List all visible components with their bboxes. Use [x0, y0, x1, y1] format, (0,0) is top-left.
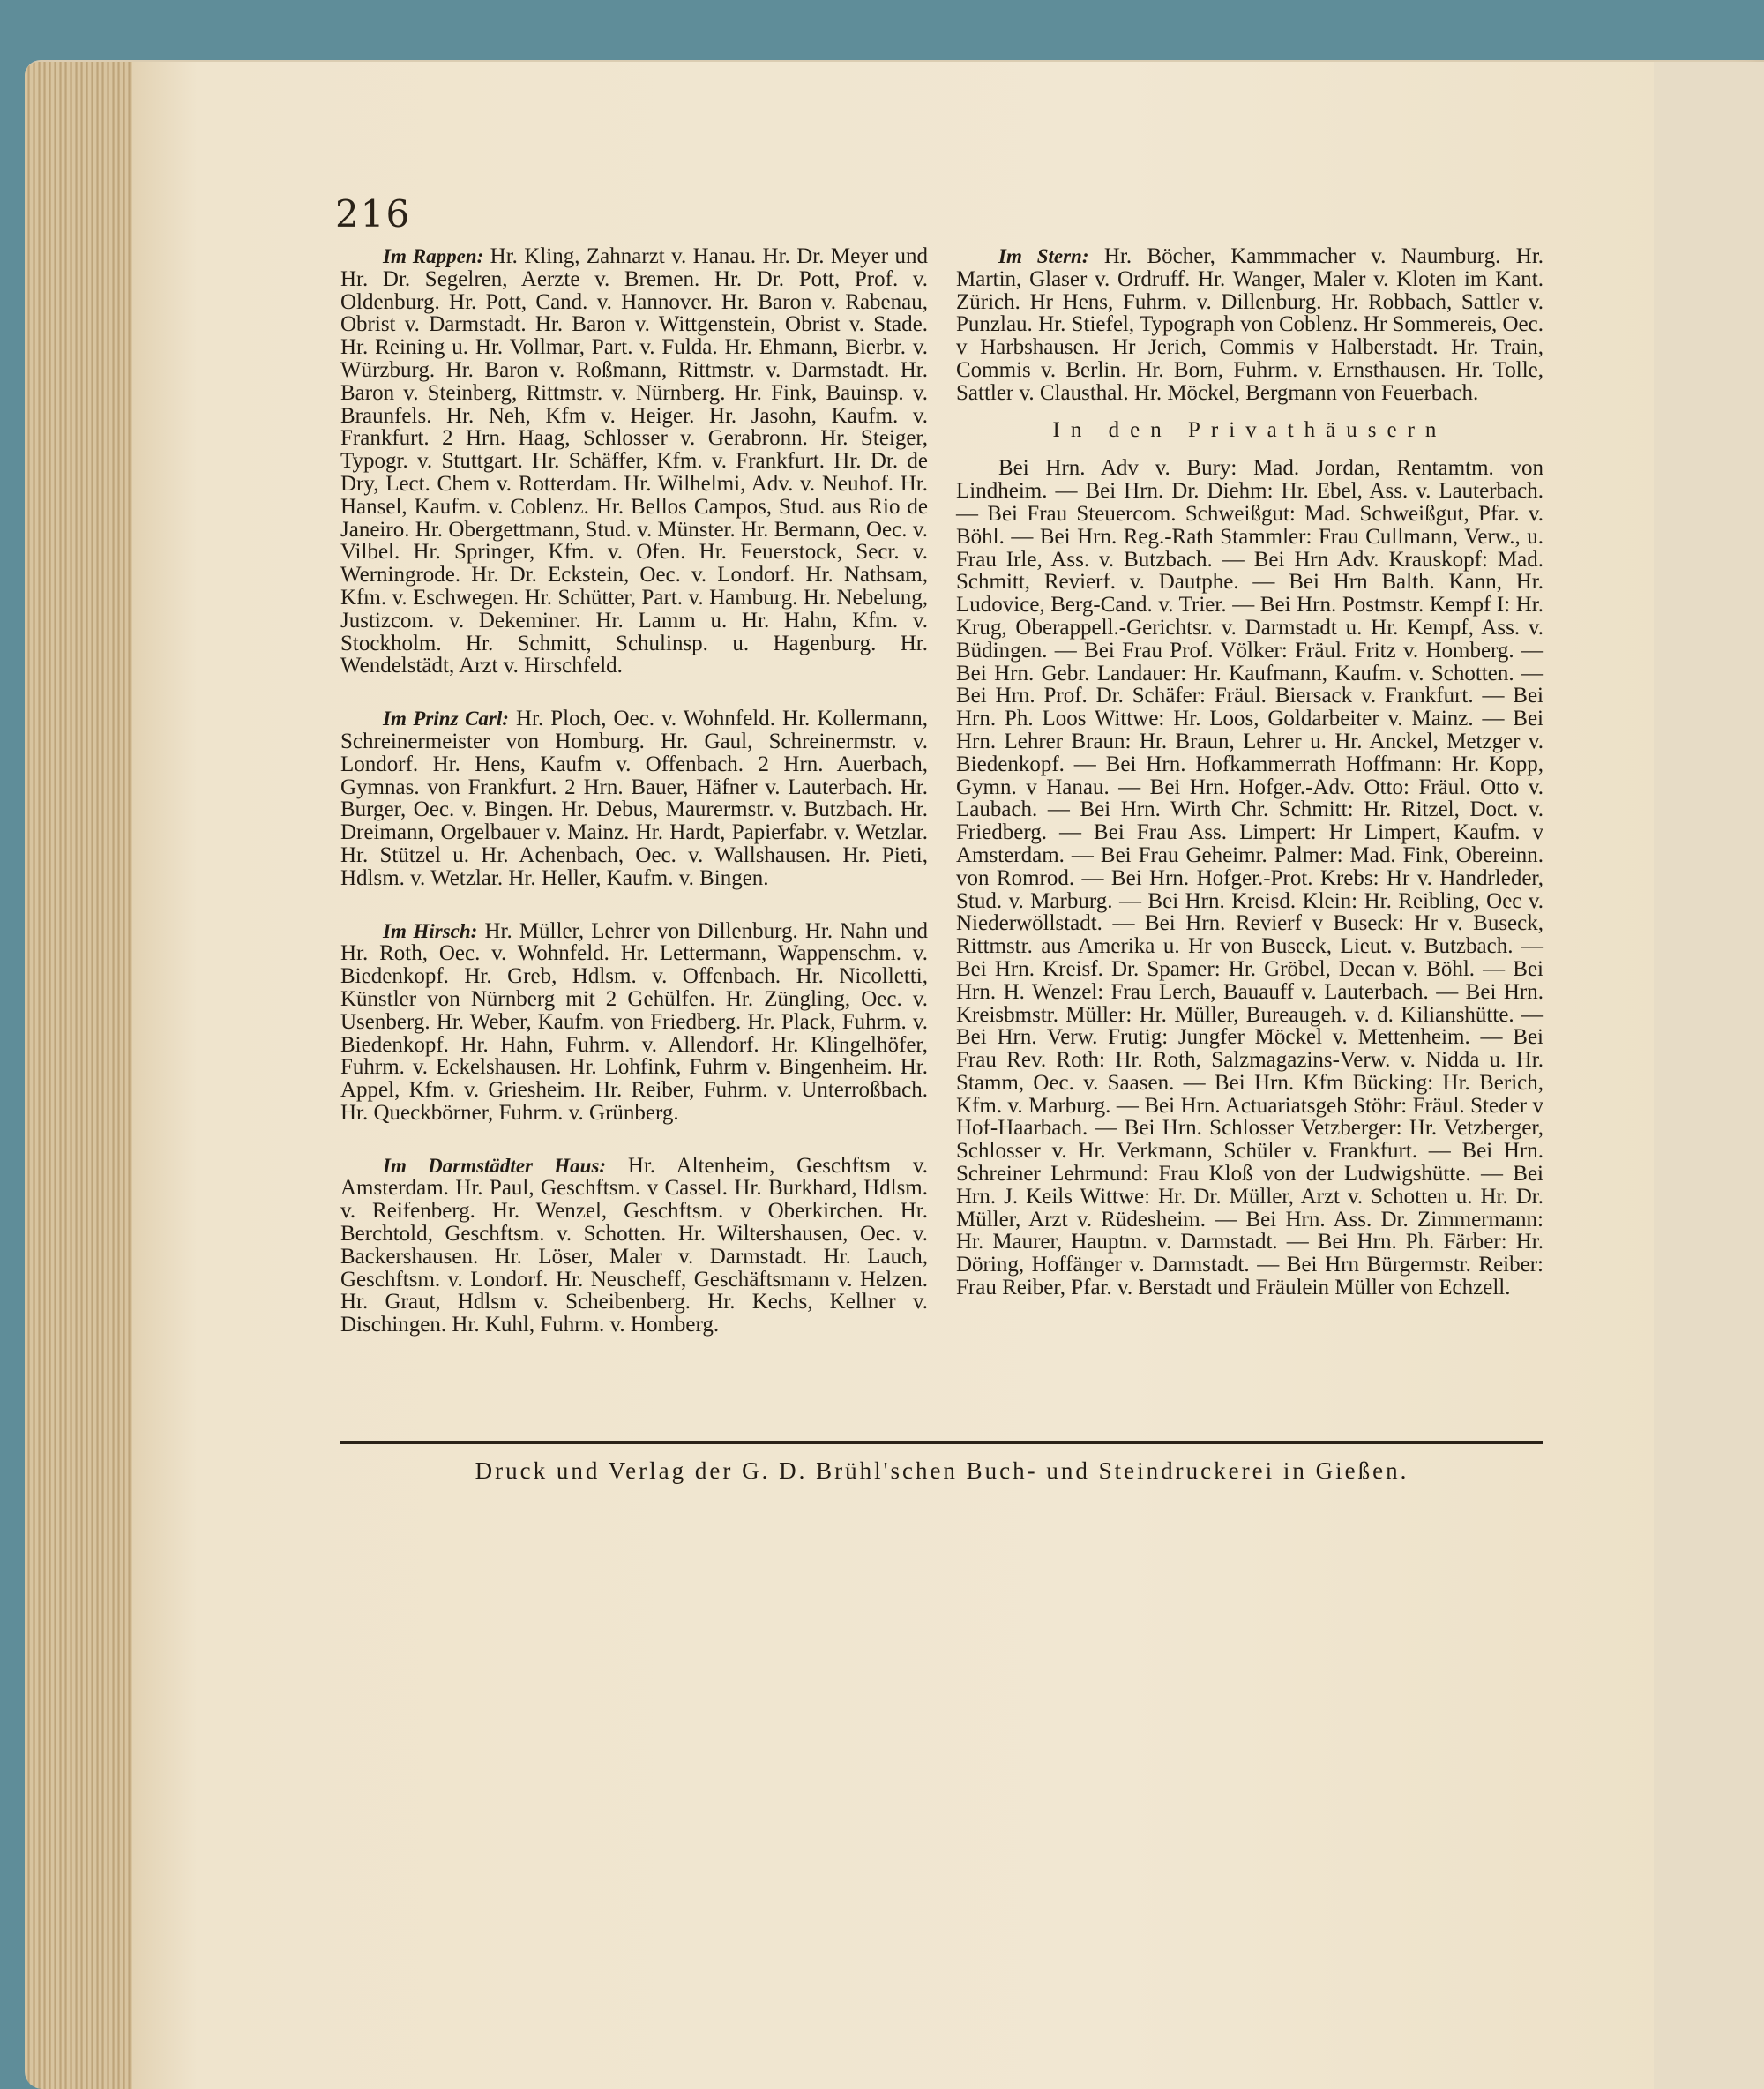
entry-heading: Im Prinz Carl:	[383, 708, 509, 730]
entry-rappen	[340, 245, 928, 678]
entry-text: Hr. Kling, Zahnarzt v. Hanau. Hr. Dr. Meyer und Hr. Dr. Segelren, Aerzte v. Bremen. Hr. Dr. Pott, Prof. v. Oldenburg. Hr. Pott, Cand. v. Hannover. Hr. Baron v. Rabenau, Obrist v. Darmstadt. Hr. Baron v. Wittgenstein, Obrist v. Stade. Hr. Reining u. Hr. Vollmar, Part. v. Fulda. Hr. Ehmann, Bierbr. v. Würzburg. Hr. Baron v. Roßmann, Rittmstr. v. Darmstadt. Hr. Baron v. Steinberg, Rittmstr. v. Nürnberg. Hr. Fink, Bauinsp. v. Braunfels. Hr. Neh, Kfm v. Heiger. Hr. Jasohn, Kaufm. v. Frankfurt. 2 Hrn. Haag, Schlosser v. Gerabronn. Hr. Steiger, Typogr. v. Stuttgart. Hr. Schäffer, Kfm. v. Frankfurt. Hr. Dr. de Dry, Lect. Chem v. Rotterdam. Hr. Wilhelmi, Adv. v. Neuhof. Hr. Hansel, Kaufm. v. Coblenz. Hr. Bellos Campos, Stud. aus Rio de Janeiro. Hr. Obergettmann, Stud. v. Münster. Hr. Bermann, Oec. v. Vilbel. Hr. Springer, Kfm. v. Ofen. Hr. Feuerstock, Secr. v. Werningrode. Hr. Dr. Eckstein, Oec. v. Londorf. Hr. Nathsam, Kfm. v. Eschwegen. Hr. Schütter, Part. v. Hamburg. Hr. Nebelung, Justizcom. v. Dekeminer. Hr. Lamm u. Hr. Hahn, Kfm. v. Stockholm. Hr. Schmitt, Schulinsp. u. Hagenburg. Hr. Wendelstädt, Arzt v. Hirschfeld.	[340, 244, 929, 678]
printer-imprint: Druck und Verlag der G. D. Brühl'schen Buch- und Steindruckerei in Gießen.	[475, 1457, 1409, 1484]
entry-prinz-carl	[340, 708, 928, 889]
entry-heading: Im Hirsch:	[383, 919, 478, 942]
entry-private-houses	[956, 457, 1544, 1299]
entry-text: Hr. Müller, Lehrer von Dillenburg. Hr. Nahn und Hr. Roth, Oec. v. Wohnfeld. Hr. Lettermann, Wappenschm. v. Biedenkopf. Hr. Greb, Hdlsm. v. Offenbach. Hr. Nicolletti, Künstler von Nürnberg mit 2 Gehülfen. Hr. Züngling, Oec. v. Usenberg. Hr. Weber, Kaufm. von Friedberg. Hr. Plack, Fuhrm. v. Biedenkopf. Hr. Hahn, Fuhrm. v. Allendorf. Hr. Klingelhöfer, Fuhrm. v. Eckelshausen. Hr. Lohfink, Fuhrm v. Bingenheim. Hr. Appel, Kfm. v. Griesheim. Hr. Reiber, Fuhrm. v. Unterroßbach. Hr. Queckbörner, Fuhrm. v. Grünberg.	[340, 918, 929, 1125]
section-title: In den Privathäusern	[1052, 417, 1447, 442]
entry-heading: Im Stern:	[998, 245, 1089, 267]
left-column	[340, 245, 928, 1366]
entry-text: Hr. Böcher, Kammmacher v. Naumburg. Hr. Martin, Glaser v. Ordruff. Hr. Wanger, Maler v. Kloten im Kant. Zürich. Hr Hens, Fuhrm. v. Dillenburg. Hr. Robbach, Sattler v. Punzlau. Hr. Stiefel, Typograph von Coblenz. Hr Sommereis, Oec. v Harbshausen. Hr Jerich, Commis v Halberstadt. Hr. Train, Commis v. Berlin. Hr. Born, Fuhrm. v. Ernsthausen. Hr. Tolle, Sattler v. Clausthal. Hr. Möckel, Bergmann von Feuerbach.	[956, 244, 1544, 405]
entry-heading: Im Darmstädter Haus:	[383, 1154, 607, 1177]
footer-rule	[340, 1441, 1544, 1444]
entry-text: Hr. Altenheim, Geschftsm v. Amsterdam. Hr. Paul, Geschftsm. v Cassel. Hr. Burkhard, Hdlsm. v. Reifenberg. Hr. Wenzel, Geschftsm. v Oberkirchen. Hr. Berchtold, Geschftsm. v. Schotten. Hr. Wiltershausen, Oec. v. Backershausen. Hr. Löser, Maler v. Darmstadt. Hr. Lauch, Geschftsm. v. Londorf. Hr. Neuscheff, Geschäftsmann v. Helzen. Hr. Graut, Hdlsm v. Scheibenberg. Hr. Kechs, Kellner v. Dischingen. Hr. Kuhl, Fuhrm. v. Homberg.	[340, 1153, 928, 1337]
page-number: 216	[335, 192, 412, 236]
entry-heading: Im Rappen:	[383, 245, 484, 267]
entry-darmstaedter-haus	[340, 1155, 928, 1337]
entry-text: Hr. Ploch, Oec. v. Wohnfeld. Hr. Kollermann, Schreinermeister von Homburg. Hr. Gaul, Schreinermstr. v. Londorf. Hr. Hens, Kaufm v. Offenbach. 2 Hrn. Auerbach, Gymnas. von Frankfurt. 2 Hrn. Bauer, Häfner v. Lauterbach. Hr. Burger, Oec. v. Bingen. Hr. Debus, Maurermstr. v. Butzbach. Hr. Dreimann, Orgelbauer v. Mainz. Hr. Hardt, Papierfabr. v. Wetzlar. Hr. Stützel u. Hr. Achenbach, Oec. v. Wallshausen. Hr. Pieti, Hdlsm. v. Wetzlar. Hr. Heller, Kaufm. v. Bingen.	[340, 707, 928, 890]
entry-text: Bei Hrn. Adv v. Bury: Mad. Jordan, Rentamtm. von Lindheim. — Bei Hrn. Dr. Diehm: Hr. Ebel, Ass. v. Lauterbach. — Bei Frau Steuercom. Schweißgut: Mad. Schweißgut, Pfar. v. Böhl. — Bei Hrn. Reg.-Rath Stammler: Frau Cullmann, Verw., u. Frau Irle, Ass. v. Butzbach. — Bei Hrn Adv. Krauskopf: Mad. Schmitt, Revierf. v. Dautphe. — Bei Hrn Balth. Kann, Hr. Ludovice, Berg-Cand. v. Trier. — Bei Hrn. Postmstr. Kempf I: Hr. Krug, Oberappell.-Gerichtsr. v. Darmstadt u. Hr. Kempf, Ass. v. Büdingen. — Bei Frau Prof. Völker: Fräul. Fritz v. Homberg. — Bei Hrn. Gebr. Landauer: Hr. Kaufmann, Kaufm. v. Schotten. — Bei Hrn. Prof. Dr. Schäfer: Fräul. Biersack v. Frankfurt. — Bei Hrn. Ph. Loos Wittwe: Hr. Loos, Goldarbeiter v. Mainz. — Bei Hrn. Lehrer Braun: Hr. Braun, Lehrer u. Hr. Anckel, Metzger v. Biedenkopf. — Bei Hrn. Hofkammerrath Hoffmann: Hr. Kopp, Gymn. v Hanau. — Bei Hrn. Hofger.-Adv. Otto: Fräul. Otto v. Laubach. — Bei Hrn. Wirth Chr. Schmitt: Hr. Ritzel, Doct. v. Friedberg. — Bei Frau Ass. Limpert: Hr Limpert, Kaufm. v Amsterdam. — Bei Frau Geheimr. Palmer: Mad. Fink, Obereinn. von Romrod. — Bei Hrn. Hofger.-Prot. Krebs: Hr v. Handrleder, Stud. v. Marburg. — Bei Hrn. Kreisd. Klein: Hr. Reibling, Oec v. Niederwöllstadt. — Bei Hrn. Revierf v Buseck: Hr v. Buseck, Rittmstr. aus Amerika u. Hr von Buseck, Lieut. v. Butzbach. — Bei Hrn. Kreisf. Dr. Spamer: Hr. Gröbel, Decan v. Böhl. — Bei Hrn. H. Wenzel: Frau Lerch, Bauauff v. Lauterbach. — Bei Hrn. Kreisbmstr. Müller: Hr. Müller, Bureaugeh. v. d. Kilianshütte. — Bei Hrn. Verw. Frutig: Jungfer Möckel v. Mettenheim. — Bei Frau Rev. Roth: Hr. Roth, Salzmagazins-Verw. v. Nidda u. Hr. Stamm, Oec. v. Saasen. — Bei Hrn. Kfm Bücking: Hr. Berich, Kfm. v. Marburg. — Bei Hrn. Actuariatsgeh Stöhr: Fräul. Steder v Hof-Haarbach. — Bei Hrn. Schlosser Vetzberger: Hr. Vetzberger, Schlosser v. Hr. Verkmann, Schüler v. Frankfurt. — Bei Hrn. Schreiner Lehrmund: Frau Kloß von der Ludwigshütte. — Bei Hrn. J. Keils Wittwe: Hr. Dr. Müller, Arzt v. Schotten u. Hr. Dr. Müller, Arzt v. Rüdesheim. — Bei Hrn. Ass. Dr. Zimmermann: Hr. Maurer, Hauptm. v. Darmstadt. — Bei Hrn. Ph. Färber: Hr. Döring, Hoffänger v. Darmstadt. — Bei Hrn Bürgermstr. Reiber: Frau Reiber, Pfar. v. Berstadt und Fräulein Müller von Echzell.	[956, 456, 1544, 1300]
right-column	[956, 245, 1544, 1299]
entry-stern	[956, 245, 1544, 405]
entry-hirsch	[340, 920, 928, 1125]
right-margin	[1654, 62, 1764, 2089]
